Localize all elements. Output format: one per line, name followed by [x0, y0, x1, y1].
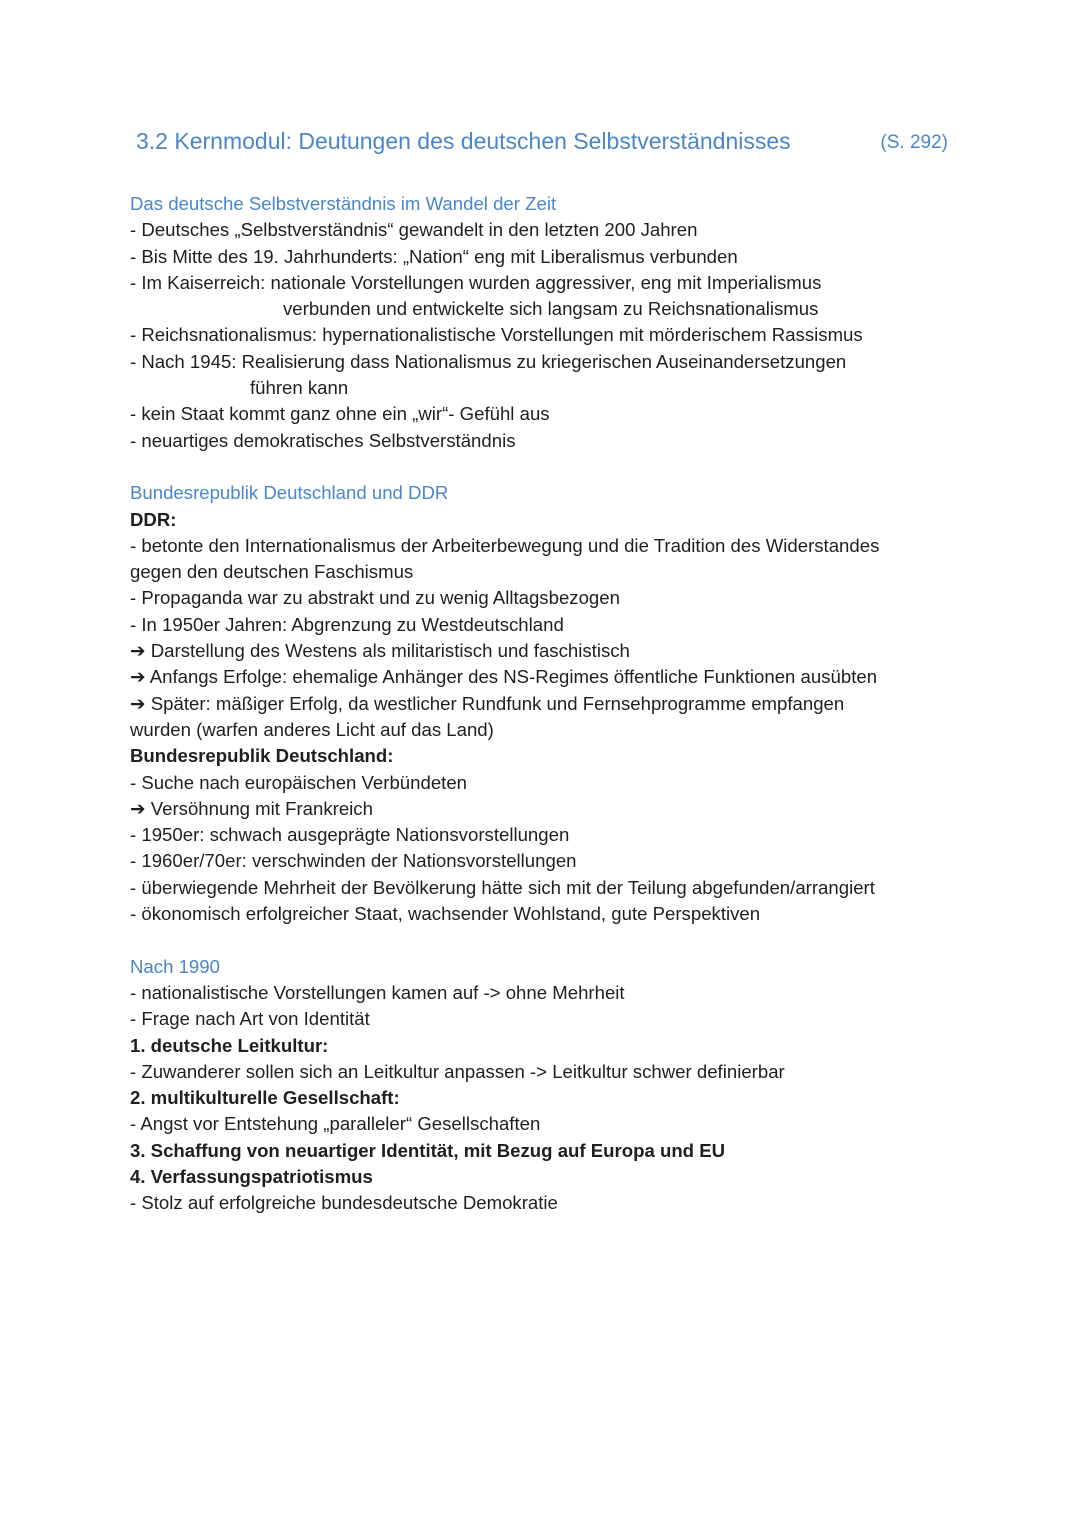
section-heading: Bundesrepublik Deutschland und DDR	[130, 482, 449, 504]
text-line: ➔ Anfangs Erfolge: ehemalige Anhänger des NS-Regimes öffentliche Funktionen ausübten	[130, 666, 878, 688]
text-line: führen kann	[250, 377, 349, 399]
text-line: gegen den deutschen Faschismus	[130, 561, 414, 583]
numbered-heading: 3. Schaffung von neuartiger Identität, mit Bezug auf Europa und EU	[130, 1139, 726, 1161]
subheading-brd: Bundesrepublik Deutschland:	[130, 745, 394, 767]
numbered-heading: 2. multikulturelle Gesellschaft:	[130, 1087, 400, 1109]
text-line: - Propaganda war zu abstrakt und zu wenig Alltagsbezogen	[130, 587, 620, 609]
section-nach-1990	[130, 954, 950, 1217]
text-line: ➔ Darstellung des Westens als militaristisch und faschistisch	[130, 640, 630, 662]
subheading-ddr: DDR:	[130, 508, 177, 530]
section-selbstverstaendnis-wandel	[130, 191, 950, 454]
text-line: - In 1950er Jahren: Abgrenzung zu Westdeutschland	[130, 613, 564, 635]
text-line: - Stolz auf erfolgreiche bundesdeutsche Demokratie	[130, 1192, 558, 1214]
numbered-heading: 4. Verfassungspatriotismus	[130, 1165, 373, 1187]
text-line: wurden (warfen anderes Licht auf das Land)	[130, 718, 494, 740]
page-header	[136, 128, 948, 162]
text-line: - nationalistische Vorstellungen kamen auf -> ohne Mehrheit	[130, 981, 625, 1003]
text-line: - 1950er: schwach ausgeprägte Nationsvorstellungen	[130, 824, 570, 846]
document-body	[130, 191, 950, 1217]
section-heading: Das deutsche Selbstverständnis im Wandel der Zeit	[130, 193, 557, 214]
text-line: ➔ Versöhnung mit Frankreich	[130, 797, 373, 819]
text-line: - Nach 1945: Realisierung dass Nationalismus zu kriegerischen Auseinandersetzungen	[130, 350, 847, 372]
text-line: - Suche nach europäischen Verbündeten	[130, 771, 468, 793]
text-line: - betonte den Internationalismus der Arbeiterbewegung und die Tradition des Widerstandes	[130, 534, 880, 556]
text-line: verbunden und entwickelte sich langsam zu Reichsnationalismus	[283, 298, 819, 320]
text-line: - überwiegende Mehrheit der Bevölkerung hätte sich mit der Teilung abgefunden/arrangiert	[130, 876, 875, 898]
text-line: ➔ Später: mäßiger Erfolg, da westlicher Rundfunk und Fernsehprogramme empfangen	[130, 692, 845, 714]
page-reference: (S. 292)	[880, 132, 948, 153]
text-line: - Zuwanderer sollen sich an Leitkultur anpassen -> Leitkultur schwer definierbar	[130, 1060, 785, 1082]
text-line: - Reichsnationalismus: hypernationalistische Vorstellungen mit mörderischem Rassismus	[130, 324, 863, 346]
text-line: - 1960er/70er: verschwinden der Nationsvorstellungen	[130, 850, 577, 872]
page-title: 3.2 Kernmodul: Deutungen des deutschen Selbstverständnisses	[136, 128, 791, 154]
text-line: - Angst vor Entstehung „paralleler“ Gesellschaften	[130, 1113, 541, 1135]
text-line: - Bis Mitte des 19. Jahrhunderts: „Nation“ eng mit Liberalismus verbunden	[130, 245, 738, 267]
text-line: - ökonomisch erfolgreicher Staat, wachsender Wohlstand, gute Perspektiven	[130, 903, 761, 925]
text-line: - Deutsches „Selbstverständnis“ gewandelt in den letzten 200 Jahren	[130, 219, 698, 241]
section-brd-und-ddr	[130, 480, 950, 927]
text-line: - Frage nach Art von Identität	[130, 1008, 370, 1030]
text-line: - Im Kaiserreich: nationale Vorstellungen wurden aggressiver, eng mit Imperialismus	[130, 271, 822, 293]
text-line: - neuartiges demokratisches Selbstverständnis	[130, 429, 516, 451]
text-line: - kein Staat kommt ganz ohne ein „wir“- Gefühl aus	[130, 403, 550, 425]
numbered-heading: 1. deutsche Leitkultur:	[130, 1034, 329, 1056]
section-heading: Nach 1990	[130, 955, 220, 977]
